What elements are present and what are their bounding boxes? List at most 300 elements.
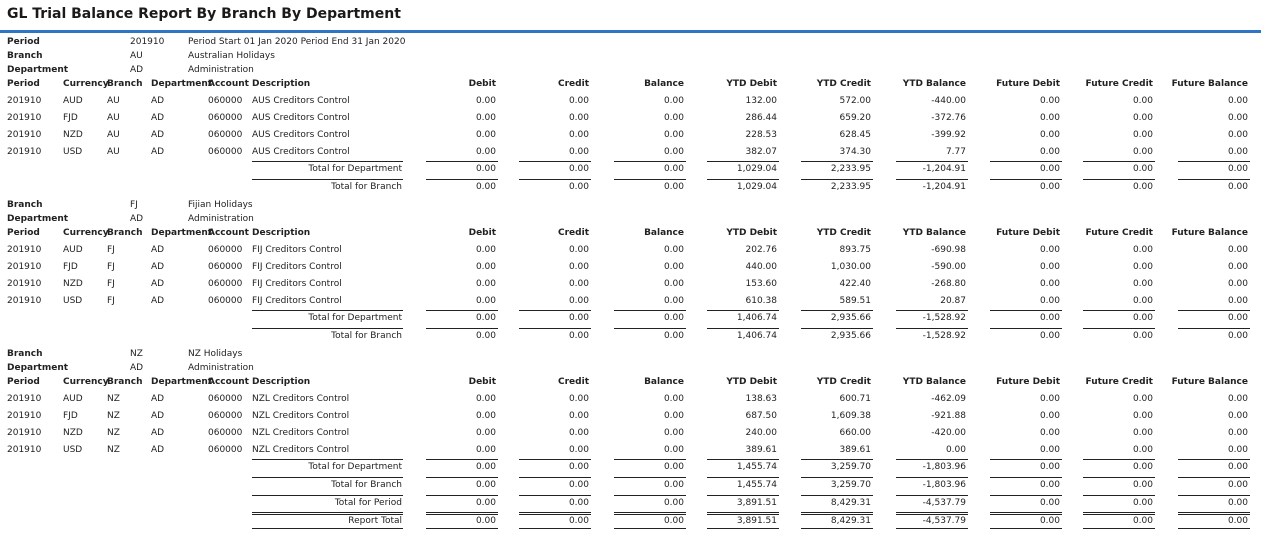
report-total-balance: 0.00 (663, 516, 684, 526)
report-total-rule (707, 514, 779, 515)
table-cell-description: NZL Creditors Control (252, 428, 350, 438)
table-cell-debit: 0.00 (475, 96, 496, 106)
report-title: GL Trial Balance Report By Branch By Department (7, 6, 401, 22)
column-header-description: Description (252, 377, 311, 387)
table-cell-future-balance: 0.00 (1227, 130, 1248, 140)
table-cell-future-balance: 0.00 (1227, 262, 1248, 272)
table-cell-credit: 0.00 (568, 394, 589, 404)
table-cell-future-balance: 0.00 (1227, 96, 1248, 106)
report-total-credit: 0.00 (568, 516, 589, 526)
table-cell-period: 201910 (7, 147, 42, 157)
table-cell-balance: 0.00 (663, 279, 684, 289)
table-cell-future-credit: 0.00 (1132, 147, 1153, 157)
table-cell-future-debit: 0.00 (1039, 296, 1060, 306)
table-cell-future-balance: 0.00 (1227, 245, 1248, 255)
total-branch-future-debit: 0.00 (1039, 480, 1060, 490)
table-cell-future-credit: 0.00 (1132, 130, 1153, 140)
branch-rule (896, 328, 968, 329)
total-branch-future-debit: 0.00 (1039, 182, 1060, 192)
total-rule (426, 310, 498, 311)
total-rule (990, 459, 1062, 460)
total-department-ytd-debit: 1,029.04 (736, 164, 777, 174)
branch-rule (614, 477, 686, 478)
report-total-underline (426, 528, 498, 529)
table-cell-period: 201910 (7, 279, 42, 289)
total-branch-future-balance: 0.00 (1227, 480, 1248, 490)
column-header-debit: Debit (468, 79, 496, 89)
table-cell-description: FIJ Creditors Control (252, 245, 342, 255)
table-cell-description: AUS Creditors Control (252, 96, 350, 106)
table-cell-balance: 0.00 (663, 296, 684, 306)
report-total-rule (1083, 514, 1155, 515)
department-label: Department (7, 65, 69, 75)
period-rule (801, 495, 873, 496)
table-cell-department: AD (151, 445, 165, 455)
column-header-future-credit: Future Credit (1085, 79, 1153, 89)
column-header-future-debit: Future Debit (996, 228, 1060, 238)
total-department-ytd-credit: 2,935.66 (830, 313, 871, 323)
total-department-future-balance: 0.00 (1227, 462, 1248, 472)
total-department-label: Total for Department (308, 164, 402, 174)
table-cell-future-credit: 0.00 (1132, 296, 1153, 306)
total-branch-ytd-balance: -1,528.92 (922, 331, 966, 341)
report-total-rule (519, 512, 591, 513)
branch-rule (990, 179, 1062, 180)
table-cell-debit: 0.00 (475, 245, 496, 255)
report-total-underline (614, 528, 686, 529)
report-total-ytd-balance: -4,537.79 (922, 516, 966, 526)
period-label: Period (7, 37, 40, 47)
branch-rule (896, 179, 968, 180)
total-branch-debit: 0.00 (475, 480, 496, 490)
table-cell-ytd-balance: -462.09 (931, 394, 966, 404)
total-period-debit: 0.00 (475, 498, 496, 508)
report-total-rule (801, 514, 873, 515)
total-branch-debit: 0.00 (475, 331, 496, 341)
total-department-future-debit: 0.00 (1039, 462, 1060, 472)
department-code: AD (130, 363, 144, 373)
total-branch-future-balance: 0.00 (1227, 331, 1248, 341)
table-cell-ytd-credit: 1,030.00 (830, 262, 871, 272)
column-header-debit: Debit (468, 377, 496, 387)
table-cell-period: 201910 (7, 113, 42, 123)
report-total-rule (990, 512, 1062, 513)
table-cell-period: 201910 (7, 445, 42, 455)
table-cell-description: NZL Creditors Control (252, 394, 350, 404)
total-period-future-credit: 0.00 (1132, 498, 1153, 508)
table-cell-account: 060000 (208, 296, 243, 306)
column-header-balance: Balance (644, 228, 684, 238)
table-cell-period: 201910 (7, 130, 42, 140)
table-cell-ytd-balance: -399.92 (931, 130, 966, 140)
column-header-branch: Branch (107, 377, 143, 387)
total-department-future-debit: 0.00 (1039, 313, 1060, 323)
table-cell-ytd-credit: 660.00 (839, 428, 871, 438)
branch-rule (426, 477, 498, 478)
table-cell-period: 201910 (7, 296, 42, 306)
total-branch-balance: 0.00 (663, 182, 684, 192)
table-cell-account: 060000 (208, 445, 243, 455)
report-total-rule (614, 514, 686, 515)
table-cell-description: AUS Creditors Control (252, 130, 350, 140)
table-cell-future-debit: 0.00 (1039, 279, 1060, 289)
total-period-ytd-credit: 8,429.31 (830, 498, 871, 508)
table-cell-credit: 0.00 (568, 113, 589, 123)
period-range: Period Start 01 Jan 2020 Period End 31 Jan 2020 (188, 37, 406, 47)
table-cell-department: AD (151, 245, 165, 255)
report-total-underline (990, 528, 1062, 529)
column-header-future-debit: Future Debit (996, 79, 1060, 89)
table-cell-future-balance: 0.00 (1227, 411, 1248, 421)
table-cell-future-debit: 0.00 (1039, 262, 1060, 272)
table-cell-debit: 0.00 (475, 428, 496, 438)
total-branch-debit: 0.00 (475, 182, 496, 192)
total-department-future-credit: 0.00 (1132, 164, 1153, 174)
branch-rule (990, 477, 1062, 478)
table-cell-ytd-debit: 240.00 (745, 428, 777, 438)
column-header-ytd-debit: YTD Debit (726, 377, 777, 387)
total-department-ytd-balance: -1,528.92 (922, 313, 966, 323)
table-cell-currency: FJD (63, 262, 78, 272)
table-cell-credit: 0.00 (568, 245, 589, 255)
table-cell-ytd-credit: 1,609.38 (830, 411, 871, 421)
branch-rule-label (252, 477, 403, 478)
table-cell-ytd-balance: 0.00 (945, 445, 966, 455)
table-cell-credit: 0.00 (568, 130, 589, 140)
table-cell-ytd-debit: 153.60 (745, 279, 777, 289)
table-cell-currency: USD (63, 445, 83, 455)
branch-name: Fijian Holidays (188, 200, 253, 210)
table-cell-ytd-credit: 389.61 (839, 445, 871, 455)
total-branch-ytd-balance: -1,803.96 (922, 480, 966, 490)
report-total-underline (707, 528, 779, 529)
table-cell-ytd-debit: 202.76 (745, 245, 777, 255)
table-cell-description: FIJ Creditors Control (252, 279, 342, 289)
total-branch-future-balance: 0.00 (1227, 182, 1248, 192)
table-cell-department: AD (151, 113, 165, 123)
period-rule (707, 495, 779, 496)
report-total-future-debit: 0.00 (1039, 516, 1060, 526)
table-cell-branch: AU (107, 96, 120, 106)
table-cell-branch: NZ (107, 394, 120, 404)
table-cell-future-credit: 0.00 (1132, 262, 1153, 272)
column-header-currency: Currency (63, 79, 109, 89)
column-header-account: Account (208, 79, 249, 89)
column-header-currency: Currency (63, 377, 109, 387)
table-cell-account: 060000 (208, 279, 243, 289)
table-cell-period: 201910 (7, 428, 42, 438)
table-cell-future-debit: 0.00 (1039, 96, 1060, 106)
total-department-credit: 0.00 (568, 313, 589, 323)
total-department-future-debit: 0.00 (1039, 164, 1060, 174)
table-cell-balance: 0.00 (663, 445, 684, 455)
branch-rule (801, 179, 873, 180)
total-rule (1083, 459, 1155, 460)
department-name: Administration (188, 363, 254, 373)
report-total-label: Report Total (348, 516, 402, 526)
total-branch-future-credit: 0.00 (1132, 182, 1153, 192)
table-cell-future-debit: 0.00 (1039, 411, 1060, 421)
table-cell-future-balance: 0.00 (1227, 394, 1248, 404)
table-cell-ytd-balance: -590.00 (931, 262, 966, 272)
table-cell-credit: 0.00 (568, 262, 589, 272)
report-total-rule (519, 514, 591, 515)
report-total-rule (1083, 512, 1155, 513)
table-cell-balance: 0.00 (663, 394, 684, 404)
table-cell-future-debit: 0.00 (1039, 428, 1060, 438)
total-rule (1178, 161, 1250, 162)
column-header-description: Description (252, 228, 311, 238)
branch-rule-label (252, 179, 403, 180)
branch-rule (801, 328, 873, 329)
total-rule (801, 310, 873, 311)
total-branch-ytd-balance: -1,204.91 (922, 182, 966, 192)
total-rule (1083, 161, 1155, 162)
column-header-credit: Credit (558, 377, 589, 387)
branch-label: Branch (7, 200, 43, 210)
table-cell-future-debit: 0.00 (1039, 245, 1060, 255)
table-cell-future-credit: 0.00 (1132, 394, 1153, 404)
table-cell-ytd-balance: -268.80 (931, 279, 966, 289)
column-header-future-balance: Future Balance (1171, 228, 1248, 238)
table-cell-credit: 0.00 (568, 296, 589, 306)
table-cell-future-credit: 0.00 (1132, 428, 1153, 438)
table-cell-description: NZL Creditors Control (252, 445, 350, 455)
total-branch-ytd-credit: 2,935.66 (830, 331, 871, 341)
total-branch-ytd-debit: 1,029.04 (736, 182, 777, 192)
table-cell-balance: 0.00 (663, 96, 684, 106)
period-rule (614, 495, 686, 496)
department-code: AD (130, 214, 144, 224)
table-cell-account: 060000 (208, 147, 243, 157)
table-cell-ytd-balance: -420.00 (931, 428, 966, 438)
column-header-ytd-credit: YTD Credit (816, 377, 871, 387)
table-cell-ytd-credit: 600.71 (839, 394, 871, 404)
table-cell-branch: FJ (107, 279, 115, 289)
total-department-ytd-credit: 2,233.95 (830, 164, 871, 174)
report-total-rule (614, 512, 686, 513)
table-cell-future-balance: 0.00 (1227, 113, 1248, 123)
period-rule (426, 495, 498, 496)
table-cell-future-debit: 0.00 (1039, 113, 1060, 123)
total-branch-ytd-credit: 3,259.70 (830, 480, 871, 490)
table-cell-ytd-balance: -690.98 (931, 245, 966, 255)
table-cell-ytd-debit: 286.44 (745, 113, 777, 123)
table-cell-branch: FJ (107, 296, 115, 306)
table-cell-balance: 0.00 (663, 245, 684, 255)
branch-rule (614, 179, 686, 180)
branch-rule (896, 477, 968, 478)
total-department-label: Total for Department (308, 462, 402, 472)
table-cell-future-balance: 0.00 (1227, 428, 1248, 438)
total-rule (707, 310, 779, 311)
total-rule-label (252, 459, 403, 460)
total-rule (426, 161, 498, 162)
table-cell-balance: 0.00 (663, 411, 684, 421)
table-cell-currency: FJD (63, 411, 78, 421)
table-cell-department: AD (151, 411, 165, 421)
column-header-account: Account (208, 377, 249, 387)
period-rule (990, 495, 1062, 496)
table-cell-ytd-credit: 572.00 (839, 96, 871, 106)
table-cell-future-balance: 0.00 (1227, 296, 1248, 306)
table-cell-description: AUS Creditors Control (252, 147, 350, 157)
branch-rule-label (252, 328, 403, 329)
column-header-ytd-balance: YTD Balance (902, 377, 966, 387)
total-rule (1083, 310, 1155, 311)
column-header-ytd-debit: YTD Debit (726, 79, 777, 89)
report-total-ytd-debit: 3,891.51 (736, 516, 777, 526)
column-header-department: Department (151, 377, 213, 387)
total-period-balance: 0.00 (663, 498, 684, 508)
branch-rule (614, 328, 686, 329)
column-header-branch: Branch (107, 228, 143, 238)
total-rule (614, 459, 686, 460)
report-total-rule (1178, 512, 1250, 513)
total-rule (707, 161, 779, 162)
table-cell-ytd-credit: 659.20 (839, 113, 871, 123)
report-total-rule (426, 512, 498, 513)
total-department-ytd-debit: 1,406.74 (736, 313, 777, 323)
table-cell-period: 201910 (7, 411, 42, 421)
total-branch-ytd-credit: 2,233.95 (830, 182, 871, 192)
table-cell-ytd-credit: 422.40 (839, 279, 871, 289)
period-rule (1178, 495, 1250, 496)
column-header-credit: Credit (558, 228, 589, 238)
total-rule (801, 161, 873, 162)
table-cell-department: AD (151, 147, 165, 157)
report-total-rule (801, 512, 873, 513)
table-cell-branch: AU (107, 113, 120, 123)
branch-label: Branch (7, 349, 43, 359)
period-rule (1083, 495, 1155, 496)
total-rule (519, 459, 591, 460)
table-cell-debit: 0.00 (475, 411, 496, 421)
report-total-underline (519, 528, 591, 529)
table-cell-description: NZL Creditors Control (252, 411, 350, 421)
table-cell-description: FIJ Creditors Control (252, 296, 342, 306)
department-code: AD (130, 65, 144, 75)
total-department-future-credit: 0.00 (1132, 313, 1153, 323)
total-branch-ytd-debit: 1,406.74 (736, 331, 777, 341)
table-cell-currency: USD (63, 147, 83, 157)
column-header-account: Account (208, 228, 249, 238)
branch-rule (519, 179, 591, 180)
table-cell-balance: 0.00 (663, 113, 684, 123)
table-cell-balance: 0.00 (663, 147, 684, 157)
total-rule (426, 459, 498, 460)
table-cell-future-credit: 0.00 (1132, 411, 1153, 421)
column-header-branch: Branch (107, 79, 143, 89)
total-branch-credit: 0.00 (568, 331, 589, 341)
table-cell-ytd-balance: -921.88 (931, 411, 966, 421)
total-department-balance: 0.00 (663, 164, 684, 174)
total-rule (896, 161, 968, 162)
column-header-ytd-balance: YTD Balance (902, 228, 966, 238)
branch-rule (707, 179, 779, 180)
table-cell-currency: AUD (63, 394, 83, 404)
total-branch-balance: 0.00 (663, 331, 684, 341)
table-cell-department: AD (151, 130, 165, 140)
report-total-underline (896, 528, 968, 529)
table-cell-future-balance: 0.00 (1227, 445, 1248, 455)
table-cell-future-debit: 0.00 (1039, 147, 1060, 157)
column-header-debit: Debit (468, 228, 496, 238)
column-header-balance: Balance (644, 79, 684, 89)
table-cell-balance: 0.00 (663, 262, 684, 272)
table-cell-account: 060000 (208, 428, 243, 438)
total-rule (1178, 310, 1250, 311)
total-branch-ytd-debit: 1,455.74 (736, 480, 777, 490)
total-period-future-debit: 0.00 (1039, 498, 1060, 508)
report-total-rule (426, 514, 498, 515)
total-department-future-credit: 0.00 (1132, 462, 1153, 472)
table-cell-ytd-balance: -372.76 (931, 113, 966, 123)
department-label: Department (7, 214, 69, 224)
table-cell-ytd-debit: 228.53 (745, 130, 777, 140)
table-cell-future-debit: 0.00 (1039, 130, 1060, 140)
table-cell-ytd-debit: 687.50 (745, 411, 777, 421)
branch-rule (707, 477, 779, 478)
total-branch-credit: 0.00 (568, 182, 589, 192)
total-department-credit: 0.00 (568, 164, 589, 174)
total-rule (519, 161, 591, 162)
table-cell-currency: AUD (63, 96, 83, 106)
column-header-department: Department (151, 228, 213, 238)
table-cell-debit: 0.00 (475, 147, 496, 157)
table-cell-period: 201910 (7, 394, 42, 404)
branch-rule (801, 477, 873, 478)
table-cell-future-balance: 0.00 (1227, 279, 1248, 289)
branch-name: Australian Holidays (188, 51, 275, 61)
report-total-future-credit: 0.00 (1132, 516, 1153, 526)
table-cell-future-credit: 0.00 (1132, 96, 1153, 106)
table-cell-credit: 0.00 (568, 445, 589, 455)
total-department-debit: 0.00 (475, 462, 496, 472)
branch-rule (990, 328, 1062, 329)
total-rule (990, 310, 1062, 311)
table-cell-period: 201910 (7, 96, 42, 106)
report-total-rule-label-2 (252, 514, 403, 515)
table-cell-account: 060000 (208, 394, 243, 404)
column-header-currency: Currency (63, 228, 109, 238)
table-cell-department: AD (151, 394, 165, 404)
table-cell-description: AUS Creditors Control (252, 113, 350, 123)
department-name: Administration (188, 214, 254, 224)
total-rule-label (252, 310, 403, 311)
total-rule (896, 310, 968, 311)
table-cell-credit: 0.00 (568, 147, 589, 157)
table-cell-future-debit: 0.00 (1039, 445, 1060, 455)
table-cell-debit: 0.00 (475, 296, 496, 306)
table-cell-branch: NZ (107, 428, 120, 438)
total-period-future-balance: 0.00 (1227, 498, 1248, 508)
column-header-future-credit: Future Credit (1085, 377, 1153, 387)
total-branch-label: Total for Branch (331, 182, 402, 192)
report-total-rule (896, 514, 968, 515)
total-branch-balance: 0.00 (663, 480, 684, 490)
report-total-underline (1178, 528, 1250, 529)
table-cell-ytd-balance: 7.77 (945, 147, 966, 157)
table-cell-credit: 0.00 (568, 411, 589, 421)
table-cell-ytd-debit: 382.07 (745, 147, 777, 157)
table-cell-currency: FJD (63, 113, 78, 123)
table-cell-currency: AUD (63, 245, 83, 255)
table-cell-ytd-debit: 132.00 (745, 96, 777, 106)
table-cell-department: AD (151, 279, 165, 289)
period-value: 201910 (130, 37, 165, 47)
table-cell-debit: 0.00 (475, 262, 496, 272)
